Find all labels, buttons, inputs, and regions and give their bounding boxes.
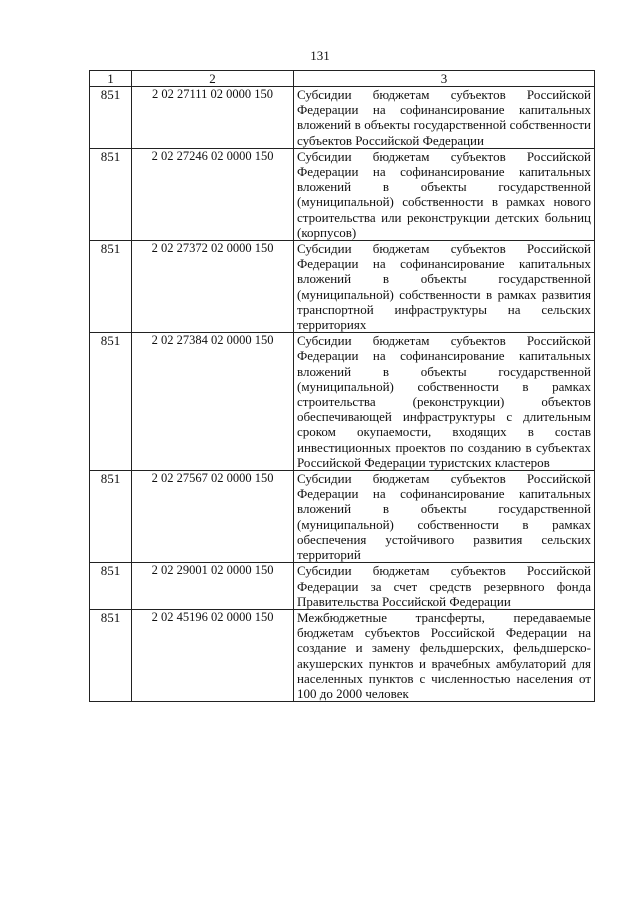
table-row: [90, 333, 595, 471]
admin-code-cell: 851: [90, 563, 132, 610]
table-row: [90, 148, 595, 240]
description-cell: Субсидии бюджетам субъектов Российской Федерации на софинансирование капитальных вложений в объекты государственной (муниципальной) собственности в рамках нового строительства или реконструкции детских больниц (корпусов): [294, 148, 595, 240]
kbk-code-cell: 2 02 29001 02 0000 150: [132, 563, 294, 610]
kbk-code-cell: 2 02 27372 02 0000 150: [132, 241, 294, 333]
table-row: [90, 609, 595, 701]
budget-classification-table: [89, 70, 595, 702]
description-cell: Субсидии бюджетам субъектов Российской Федерации за счет средств резервного фонда Правительства Российской Федерации: [294, 563, 595, 610]
admin-code-cell: 851: [90, 148, 132, 240]
description-cell: Субсидии бюджетам субъектов Российской Федерации на софинансирование капитальных вложений в объекты государственной (муниципальной) собственности в рамках строительства (реконструкции) объектов обеспечивающей инфраструктуры с длительным сроком окупаемости, входящих в состав инвестиционных проектов по созданию в субъектах Российской Федерации туристских кластеров: [294, 333, 595, 471]
table-header-row: [90, 71, 595, 87]
admin-code-cell: 851: [90, 333, 132, 471]
kbk-code-cell: 2 02 27384 02 0000 150: [132, 333, 294, 471]
page-number: 131: [310, 48, 330, 63]
admin-code-cell: 851: [90, 87, 132, 149]
header-col-2: 2: [132, 71, 294, 87]
admin-code-cell: 851: [90, 609, 132, 701]
admin-code-cell: 851: [90, 241, 132, 333]
table-row: [90, 471, 595, 563]
table-row: [90, 563, 595, 610]
kbk-code-cell: 2 02 27567 02 0000 150: [132, 471, 294, 563]
table-row: [90, 87, 595, 149]
header-col-1: 1: [90, 71, 132, 87]
table-row: [90, 241, 595, 333]
description-cell: Субсидии бюджетам субъектов Российской Федерации на софинансирование капитальных вложений в объекты государственной собственности субъектов Российской Федерации: [294, 87, 595, 149]
description-cell: Субсидии бюджетам субъектов Российской Федерации на софинансирование капитальных вложений в объекты государственной (муниципальной) собственности в рамках развития транспортной инфраструктуры на сельских территориях: [294, 241, 595, 333]
kbk-code-cell: 2 02 27111 02 0000 150: [132, 87, 294, 149]
admin-code-cell: 851: [90, 471, 132, 563]
description-cell: Межбюджетные трансферты, передаваемые бюджетам субъектов Российской Федерации на создание и замену фельдшерских, фельдшерско-акушерских пунктов и врачебных амбулаторий для населенных пунктов с численностью населения от 100 до 2000 человек: [294, 609, 595, 701]
kbk-code-cell: 2 02 27246 02 0000 150: [132, 148, 294, 240]
description-cell: Субсидии бюджетам субъектов Российской Федерации на софинансирование капитальных вложений в объекты государственной (муниципальной) собственности в рамках обеспечения устойчивого развития сельских территорий: [294, 471, 595, 563]
kbk-code-cell: 2 02 45196 02 0000 150: [132, 609, 294, 701]
header-col-3: 3: [294, 71, 595, 87]
